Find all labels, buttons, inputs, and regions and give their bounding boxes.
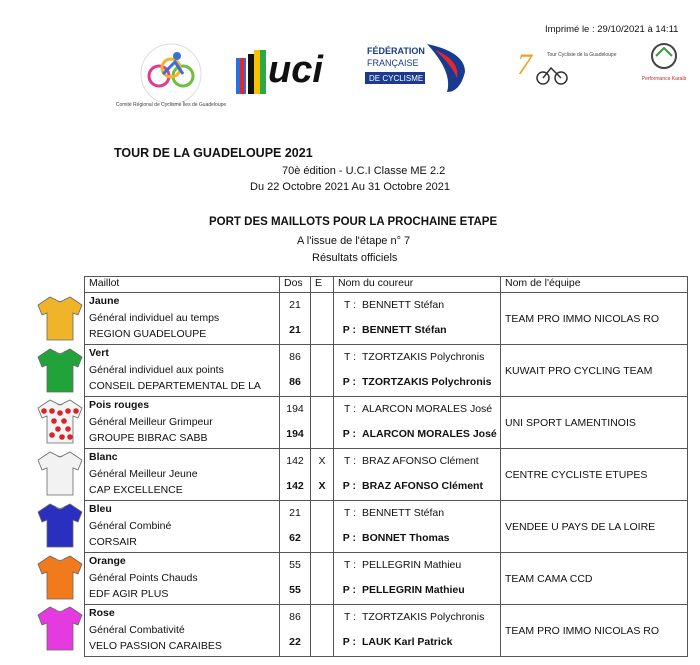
team-name: KUWAIT PRO CYCLING TEAM xyxy=(505,364,653,377)
rider-titular: BENNETT Stéfan xyxy=(362,299,445,311)
table-row xyxy=(85,293,688,345)
race-edition: 70è édition - U.C.I Classe ME 2.2 xyxy=(282,165,446,177)
jersey-name: Vert xyxy=(89,347,109,359)
jersey-table xyxy=(84,276,688,657)
jersey-bleu-icon xyxy=(34,501,86,549)
team-cell xyxy=(501,397,688,449)
jersey-desc: Général Points Chauds xyxy=(89,571,198,584)
e-porteur xyxy=(311,318,333,343)
jersey-name: Orange xyxy=(89,555,126,567)
jersey-sponsor: EDF AGIR PLUS xyxy=(89,588,169,600)
rider-porteur: PELLEGRIN Mathieu xyxy=(362,584,465,596)
team-cell xyxy=(501,501,688,553)
team-cell xyxy=(501,605,688,657)
rider-porteur: ALARCON MORALES José xyxy=(362,428,497,440)
rider-titular: BRAZ AFONSO Clément xyxy=(362,455,479,467)
tour-guadeloupe-logo xyxy=(517,44,617,90)
jersey-pois-rouges-icon xyxy=(34,397,86,445)
dos-titular: 55 xyxy=(289,559,301,571)
jersey-desc: Général Meilleur Jeune xyxy=(89,467,198,480)
dos-titular: 86 xyxy=(289,611,301,623)
dos-titular: 142 xyxy=(286,455,304,467)
dos-porteur: 194 xyxy=(286,428,304,440)
dos-cell xyxy=(280,397,311,449)
team-name: UNI SPORT LAMENTINOIS xyxy=(505,416,636,429)
e-titular: X xyxy=(318,455,326,467)
jersey-sponsor: CORSAIR xyxy=(89,536,137,548)
jersey-orange-icon xyxy=(34,553,86,601)
e-titular xyxy=(311,553,333,578)
porteur-label: P : xyxy=(342,584,356,596)
e-porteur xyxy=(311,526,333,551)
rider-porteur: TZORTZAKIS Polychronis xyxy=(362,376,492,388)
jersey-sponsor: CAP EXCELLENCE xyxy=(89,484,183,496)
dos-titular: 86 xyxy=(289,351,301,363)
maillot-cell xyxy=(85,553,280,605)
titular-label: T : xyxy=(343,559,356,571)
rider-cell xyxy=(334,605,501,657)
e-titular xyxy=(311,293,333,318)
results-status: Résultats officiels xyxy=(312,252,398,264)
team-name: VENDEE U PAYS DE LA LOIRE xyxy=(505,520,656,533)
dos-cell xyxy=(280,293,311,345)
race-title: TOUR DE LA GUADELOUPE 2021 xyxy=(114,146,313,160)
ffc-logo xyxy=(365,42,470,96)
rider-titular: ALARCON MORALES José xyxy=(362,403,493,415)
rider-titular: PELLEGRIN Mathieu xyxy=(362,559,462,571)
rider-porteur: LAUK Karl Patrick xyxy=(362,636,453,648)
dos-porteur: 86 xyxy=(289,376,301,388)
jersey-sponsor: VELO PASSION CARAIBES xyxy=(89,640,222,652)
jersey-sponsor: GROUPE BIBRAC SABB xyxy=(89,432,208,444)
jersey-sponsor: REGION GUADELOUPE xyxy=(89,328,207,340)
rider-cell xyxy=(334,501,501,553)
e-cell xyxy=(311,397,334,449)
table-row xyxy=(85,605,688,657)
e-cell xyxy=(311,449,334,501)
dos-cell xyxy=(280,605,311,657)
titular-label: T : xyxy=(343,611,356,623)
jersey-desc: Général individuel aux points xyxy=(89,363,224,376)
e-cell xyxy=(311,605,334,657)
rider-titular: TZORTZAKIS Polychronis xyxy=(362,351,485,363)
titular-label: T : xyxy=(343,299,356,311)
e-titular xyxy=(311,345,333,370)
table-row xyxy=(85,553,688,605)
e-cell xyxy=(311,345,334,397)
dos-cell xyxy=(280,345,311,397)
table-row xyxy=(85,449,688,501)
dos-porteur: 21 xyxy=(289,324,301,336)
col-coureur: Nom du coureur xyxy=(334,277,501,293)
jersey-desc: Général individuel au temps xyxy=(89,311,220,324)
dos-cell xyxy=(280,449,311,501)
porteur-label: P : xyxy=(342,428,356,440)
table-header-row xyxy=(85,277,688,293)
porteur-label: P : xyxy=(342,376,356,388)
comite-logo-text: Comité Régional de Cyclisme Îles de Guadeloupe xyxy=(115,102,227,108)
jersey-vert-icon xyxy=(34,346,86,394)
e-titular xyxy=(311,501,333,526)
maillot-cell xyxy=(85,605,280,657)
col-dos: Dos xyxy=(280,277,311,293)
dos-porteur: 62 xyxy=(289,532,301,544)
table-row xyxy=(85,397,688,449)
e-titular xyxy=(311,397,333,422)
rider-porteur: BONNET Thomas xyxy=(362,532,450,544)
e-cell xyxy=(311,553,334,605)
titular-label: T : xyxy=(343,403,356,415)
dos-titular: 21 xyxy=(289,507,301,519)
rider-cell xyxy=(334,293,501,345)
team-name: CENTRE CYCLISTE ETUPES xyxy=(505,468,648,481)
porteur-label: P : xyxy=(342,532,356,544)
team-cell xyxy=(501,553,688,605)
rider-cell xyxy=(334,553,501,605)
uci-logo-text: uci xyxy=(268,49,323,91)
jersey-desc: Général Meilleur Grimpeur xyxy=(89,415,213,428)
rider-cell xyxy=(334,397,501,449)
e-cell xyxy=(311,501,334,553)
jersey-desc: Général Combiné xyxy=(89,519,172,532)
jersey-desc: Général Combativité xyxy=(89,623,185,636)
e-porteur xyxy=(311,630,333,655)
rider-titular: TZORTZAKIS Polychronis xyxy=(362,611,485,623)
team-cell xyxy=(501,293,688,345)
print-date: Imprimé le : 29/10/2021 à 14:11 xyxy=(545,24,679,35)
team-name: TEAM PRO IMMO NICOLAS RO xyxy=(505,312,660,325)
e-cell xyxy=(311,293,334,345)
jersey-name: Jaune xyxy=(89,295,120,307)
dos-porteur: 22 xyxy=(289,636,301,648)
e-porteur xyxy=(311,578,333,603)
race-dates: Du 22 Octobre 2021 Au 31 Octobre 2021 xyxy=(250,181,450,193)
col-e: E xyxy=(311,277,334,293)
porteur-label: P : xyxy=(342,636,356,648)
titular-label: T : xyxy=(343,351,356,363)
sponsor-logo xyxy=(640,40,690,88)
tour-logo-text: Tour Cycliste de la Guadeloupe xyxy=(547,52,617,58)
rider-porteur: BRAZ AFONSO Clément xyxy=(362,480,483,492)
jersey-name: Blanc xyxy=(89,451,118,463)
e-porteur xyxy=(311,370,333,395)
dos-titular: 21 xyxy=(289,299,301,311)
jersey-sponsor: CONSEIL DEPARTEMENTAL DE LA xyxy=(89,380,261,392)
ffc-logo-line2: FRANÇAISE xyxy=(367,58,419,68)
table-row xyxy=(85,345,688,397)
team-cell xyxy=(501,449,688,501)
e-porteur xyxy=(311,422,333,447)
svg-text:7: 7 xyxy=(517,48,532,81)
rider-titular: BENNETT Stéfan xyxy=(362,507,445,519)
maillot-cell xyxy=(85,293,280,345)
ffc-logo-line3: DE CYCLISME xyxy=(369,74,424,83)
stage-info: A l'issue de l'étape n° 7 xyxy=(297,235,411,247)
rider-cell xyxy=(334,449,501,501)
jersey-name: Pois rouges xyxy=(89,399,150,411)
e-porteur: X xyxy=(318,480,326,492)
jersey-name: Bleu xyxy=(89,503,112,515)
e-titular xyxy=(311,605,333,630)
maillot-cell xyxy=(85,501,280,553)
dos-titular: 194 xyxy=(286,403,304,415)
logo-bar xyxy=(0,36,700,116)
jersey-blanc-icon xyxy=(34,449,86,497)
titular-label: T : xyxy=(343,455,356,467)
ffc-logo-line1: FÉDÉRATION xyxy=(367,46,425,56)
porteur-label: P : xyxy=(342,324,356,336)
team-cell xyxy=(501,345,688,397)
jersey-jaune-icon xyxy=(34,294,86,342)
titular-label: T : xyxy=(343,507,356,519)
maillot-cell xyxy=(85,449,280,501)
jersey-rose-icon xyxy=(34,604,86,652)
dos-porteur: 55 xyxy=(289,584,301,596)
col-equipe: Nom de l'équipe xyxy=(501,277,688,293)
jersey-name: Rose xyxy=(89,607,115,619)
table-row xyxy=(85,501,688,553)
comite-logo xyxy=(115,36,227,112)
team-name: TEAM CAMA CCD xyxy=(505,572,593,585)
section-heading: PORT DES MAILLOTS POUR LA PROCHAINE ETAPE xyxy=(209,216,498,228)
porteur-label: P : xyxy=(342,480,356,492)
col-maillot: Maillot xyxy=(85,277,280,293)
rider-porteur: BENNETT Stéfan xyxy=(362,324,447,336)
maillot-cell xyxy=(85,345,280,397)
sponsor-logo-text: Performance Karaib xyxy=(641,76,687,82)
dos-cell xyxy=(280,501,311,553)
dos-porteur: 142 xyxy=(286,480,304,492)
team-name: TEAM PRO IMMO NICOLAS RO xyxy=(505,624,660,637)
uci-logo xyxy=(234,36,334,98)
rider-cell xyxy=(334,345,501,397)
dos-cell xyxy=(280,553,311,605)
maillot-cell xyxy=(85,397,280,449)
